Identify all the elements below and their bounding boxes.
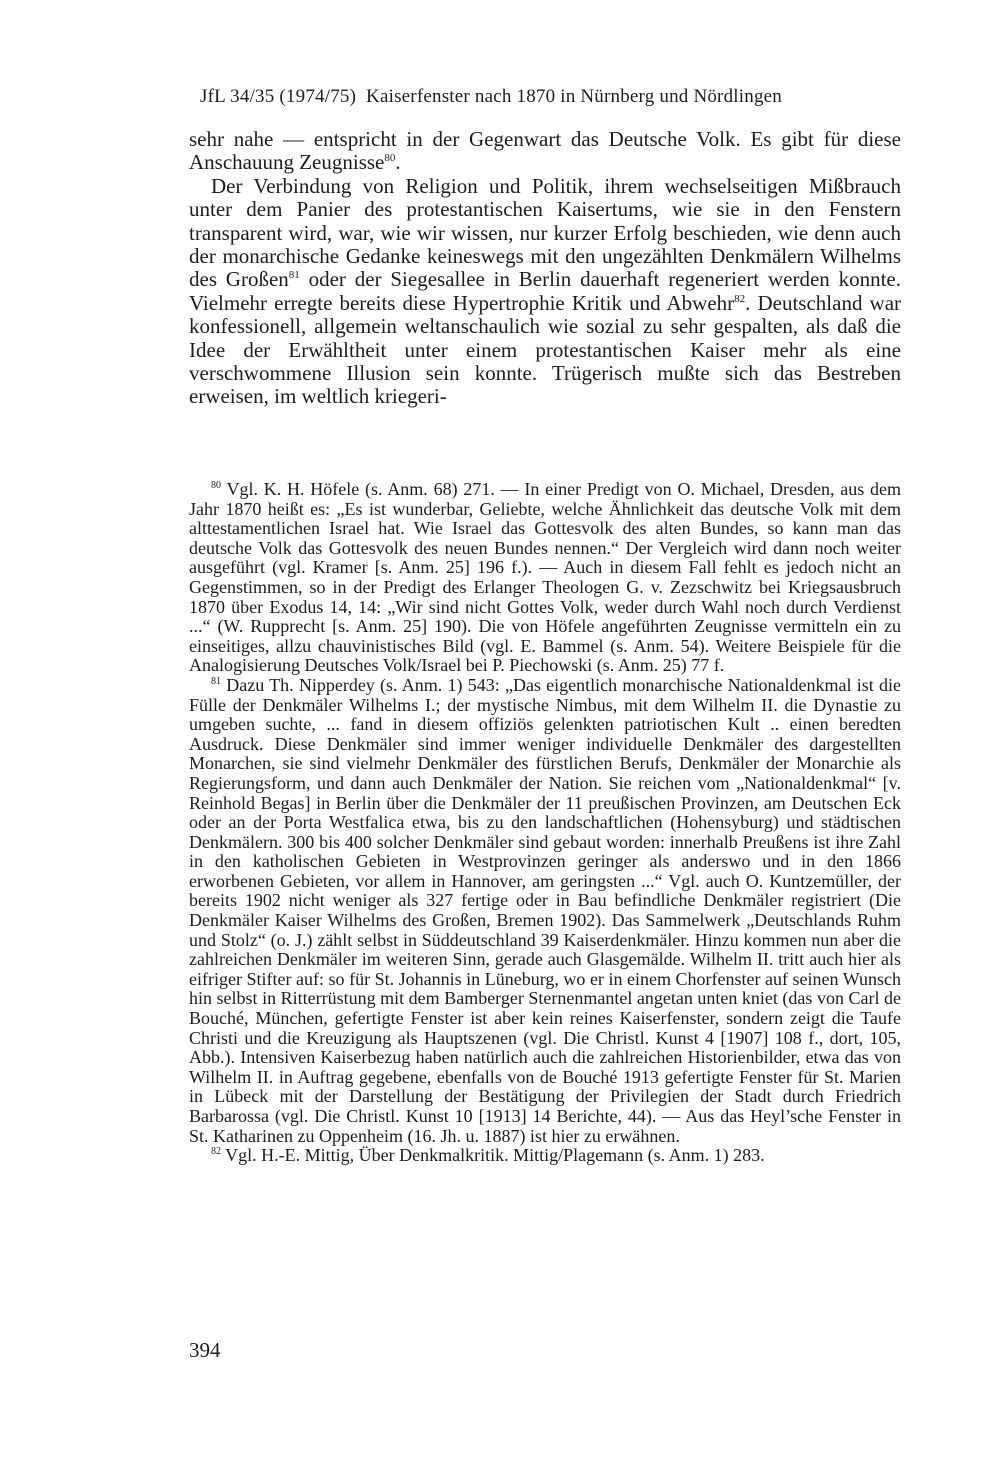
running-title: Kaiserfenster nach 1870 in Nürnberg und Nördlingen: [366, 86, 782, 107]
paragraph-2: Der Verbindung von Religion und Politik, ihrem wechselseitigen Mißbrauch unter dem Panier des protestantischen Kaisertums, wie sie in den Fenstern transparent wird, war, wie wir wissen, nur kurzer Erfolg beschieden, wie denn auch der monarchische Gedanke keineswegs mit den ungezählten Denkmälern Wilhelms des Großen$^{81}$ oder der Siegesallee in Berlin dauerhaft regeneriert werden konnte. Vielmehr erregte bereits diese Hypertrophie Kritik und Abwehr$^{82}$. Deutschland war konfessionell, allgemein weltanschaulich wie sozial zu sehr gespalten, als daß die Idee der Erwähltheit unter einem protestantischen Kaiser mehr als eine verschwommene Illusion sein konnte. Trügerisch mußte sich das Bestreben erweisen, im weltlich kriegeri-: [189, 173, 902, 409]
journal-reference: JfL 34/35 (1974/75): [200, 86, 357, 107]
footnotes: [189, 480, 901, 1166]
footnote-82: [189, 1146, 901, 1166]
footnote-81: [189, 676, 901, 1146]
paragraph-1: sehr nahe — entspricht in der Gegenwart das Deutsche Volk. Es gibt für diese Anschauung Zeugnisse$^{80}$.: [189, 127, 901, 175]
main-text: [189, 128, 901, 409]
footnote-ref-82: 82: [734, 292, 746, 305]
footnote-text: Dazu Th. Nipperdey (s. Anm. 1) 543: „Das eigentlich monarchische Nationaldenkmal ist die Fülle der Denkmäler Wilhelms I.; der mystische Nimbus, mit dem Wilhelm II. die Dynastie zu umgeben suchte, ... fand in diesem offiziös gelenkten patriotischen Kult .. einen beredten Ausdruck. Diese Denkmäler sind immer weniger individuelle Denkmäler des dargestellten Monarchen, sie sind vielmehr Denkmäler des fürstlichen Berufs, Denkmäler der Monarchie als Regierungsform, und dann auch Denkmäler der Nation. Sie reichen vom „Nationaldenkmal“ [v. Reinhold Begas] in Berlin über die Denkmäler der 11 preußischen Provinzen, am Deutschen Eck oder an der Porta Westfalica etwa, bis zu den landschaftlichen (Hohensyburg) und städtischen Denkmälern. 300 bis 400 solcher Denkmäler sind gebaut worden: innerhalb Preußens ist ihre Zahl in den katholischen Gebieten in Westprovinzen geringer als anderswo und in den 1866 erworbenen Gebieten, vor allem in Hannover, am geringsten ...“ Vgl. auch O. Kuntzemüller, der bereits 1902 nicht weniger als 327 fertige oder in Bau befindliche Denkmäler registriert (Die Denkmäler Kaiser Wilhelms des Großen, Bremen 1902). Das Sammelwerk „Deutschlands Ruhm und Stolz“ (o. J.) zählt selbst in Süddeutschland 39 Kaiserdenkmäler. Hinzu kommen nun aber die zahlreichen Denkmäler im weiteren Sinn, gerade auch Glasgemälde. Wilhelm II. tritt auch hier als eifriger Stifter auf: so für St. Johannis in Lüneburg, wo er in einem Chorfenster auf seinen Wunsch hin selbst in Ritterrüstung mit dem Bamberger Sternenmantel angetan unten kniet (das von Carl de Bouché, München, gefertigte Fenster ist aber kein reines Kaiserfenster, sondern zeigt die Taufe Christi und die Kreuzigung als Hauptszenen (vgl. Die Christl. Kunst 4 [1907] 108 f., dort, 105, Abb.). Intensiven Kaiserbezug haben natürlich auch die zahlreichen Historienbilder, etwa das von Wilhelm II. in Auftrag gegebene, ebenfalls von de Bouché 1913 gefertigte Fenster für St. Marien in Lübeck mit der Darstellung der Bestätigung der Privilegien der Stadt durch Friedrich Barbarossa (vgl. Die Christl. Kunst 10 [1913] 14 Berichte, 44). — Aus das Heyl’sche Fenster in St. Katharinen zu Oppenheim (16. Jh. u. 1887) ist hier zu erwähnen.: [189, 674, 901, 1146]
footnote-ref-80: 80: [384, 152, 396, 165]
footnote-80: [189, 480, 901, 676]
footnote-text: Vgl. H.-E. Mittig, Über Denkmalkritik. Mittig/Plagemann (s. Anm. 1) 283.: [221, 1145, 765, 1166]
running-header: [200, 86, 900, 108]
footnote-ref-81: 81: [288, 269, 300, 282]
page-number: 394: [189, 1338, 221, 1362]
footnote-number: 82: [211, 1146, 221, 1158]
footnote-text: Vgl. K. H. Höfele (s. Anm. 68) 271. — In einer Predigt von O. Michael, Dresden, aus dem Jahr 1870 heißt es: „Es ist wunderbar, Geliebte, welche Ähnlichkeit das deutsche Volk mit dem alttestamentlichen Israel hat. Wie Israel das Gottesvolk des alten Bundes, so kann man das deutsche Volk das Gottesvolk des neuen Bundes nennen.“ Der Vergleich wird dann noch weiter ausgeführt (vgl. Kramer [s. Anm. 25] 196 f.). — Auch in diesem Fall fehlt es jedoch nicht an Gegenstimmen, so in der Predigt des Erlanger Theologen G. v. Zezschwitz bei Kriegsausbruch 1870 über Exodus 14, 14: „Wir sind nicht Gottes Volk, weder durch Wahl noch durch Verdienst ...“ (W. Rupprecht [s. Anm. 25] 190). Die von Höfele angeführten Zeugnisse vermitteln ein zu einseitiges, allzu chauvinistisches Bild (vgl. E. Bammel (s. Anm. 54). Weitere Beispiele für die Analogisierung Deutsches Volk/Israel bei P. Piechowski (s. Anm. 25) 77 f.: [189, 479, 901, 676]
footnote-number: 81: [211, 675, 221, 687]
footnote-number: 80: [211, 480, 221, 491]
